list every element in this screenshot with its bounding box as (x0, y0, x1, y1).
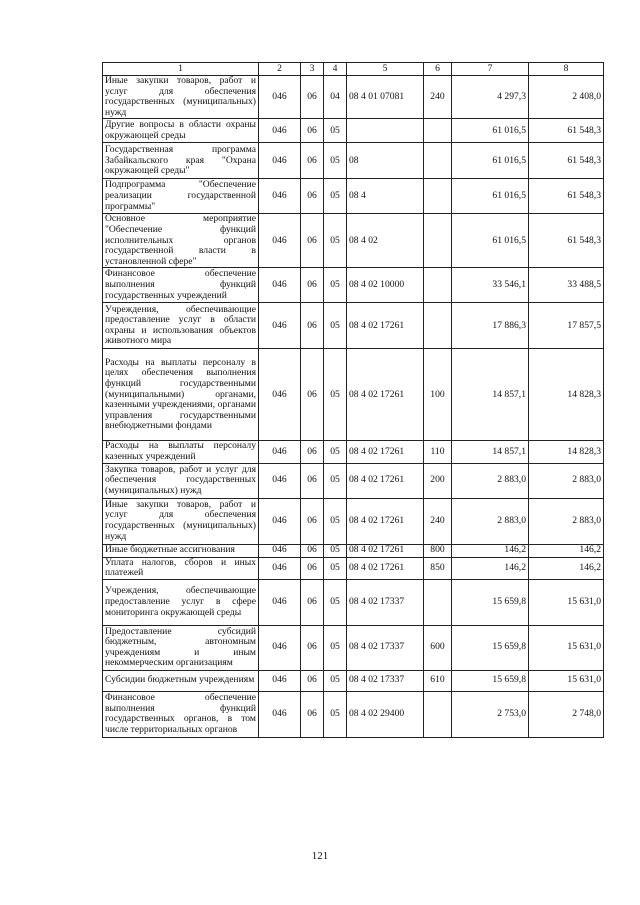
cell-expense-type: 610 (424, 670, 452, 691)
cell-subsection: 05 (324, 303, 347, 349)
cell-subsection: 05 (324, 214, 347, 268)
cell-ministry: 046 (259, 349, 301, 441)
cell-ministry: 046 (259, 214, 301, 268)
cell-amount-year1: 17 886,3 (452, 303, 529, 349)
table-row (103, 119, 604, 143)
table-row (103, 214, 604, 268)
row-name: Расходы на выплаты персоналу в целях обеспечения выполнения функций государственными (муниципальными) органами, казенными учреждениями, органами управления государственными внебюджетными фондами (103, 349, 259, 441)
cell-subsection: 05 (324, 179, 347, 214)
table-row (103, 463, 604, 498)
cell-subsection: 05 (324, 268, 347, 303)
table-row (103, 441, 604, 463)
cell-expense-type (424, 143, 452, 179)
cell-expense-type (424, 579, 452, 625)
table-row (103, 268, 604, 303)
cell-amount-year1: 146,2 (452, 544, 529, 557)
cell-subsection: 05 (324, 557, 347, 579)
cell-target-item: 08 4 02 17261 (347, 463, 424, 498)
cell-target-item: 08 4 02 17337 (347, 625, 424, 670)
cell-section: 06 (301, 214, 324, 268)
cell-ministry: 046 (259, 625, 301, 670)
cell-ministry: 046 (259, 179, 301, 214)
cell-ministry: 046 (259, 670, 301, 691)
cell-section: 06 (301, 143, 324, 179)
cell-amount-year1: 15 659,8 (452, 670, 529, 691)
cell-section: 06 (301, 76, 324, 119)
header-cell-2: 2 (259, 63, 301, 76)
table-row (103, 76, 604, 119)
cell-amount-year2: 15 631,0 (529, 625, 604, 670)
cell-amount-year1: 61 016,5 (452, 214, 529, 268)
cell-amount-year2: 2 883,0 (529, 463, 604, 498)
row-name: Финансовое обеспечение выполнения функций государственных учреждений (103, 268, 259, 303)
cell-ministry: 046 (259, 441, 301, 463)
cell-section: 06 (301, 268, 324, 303)
cell-ministry: 046 (259, 463, 301, 498)
cell-ministry: 046 (259, 691, 301, 737)
row-name: Другие вопросы в области охраны окружающей среды (103, 119, 259, 143)
cell-section: 06 (301, 179, 324, 214)
header-cell-1: 1 (103, 63, 259, 76)
cell-target-item: 08 4 02 17261 (347, 441, 424, 463)
cell-expense-type (424, 119, 452, 143)
cell-subsection: 05 (324, 691, 347, 737)
row-name: Учреждения, обеспечивающие предоставление услуг в сфере мониторинга окружающей среды (103, 579, 259, 625)
row-name: Предоставление субсидий бюджетным, автономным учреждениям и иным некоммерческим организациям (103, 625, 259, 670)
cell-amount-year1: 61 016,5 (452, 143, 529, 179)
table-row (103, 349, 604, 441)
cell-expense-type: 100 (424, 349, 452, 441)
cell-amount-year2: 14 828,3 (529, 349, 604, 441)
cell-expense-type: 850 (424, 557, 452, 579)
cell-amount-year2: 61 548,3 (529, 119, 604, 143)
cell-amount-year1: 2 883,0 (452, 463, 529, 498)
cell-amount-year1: 15 659,8 (452, 579, 529, 625)
row-name: Субсидии бюджетным учреждениям (103, 670, 259, 691)
cell-section: 06 (301, 625, 324, 670)
budget-table (102, 62, 604, 738)
cell-amount-year1: 15 659,8 (452, 625, 529, 670)
cell-amount-year2: 146,2 (529, 557, 604, 579)
cell-target-item: 08 4 02 17261 (347, 349, 424, 441)
cell-expense-type: 240 (424, 76, 452, 119)
cell-expense-type: 110 (424, 441, 452, 463)
cell-amount-year1: 61 016,5 (452, 119, 529, 143)
row-name: Подпрограмма "Обеспечение реализации государственной программы" (103, 179, 259, 214)
cell-amount-year2: 15 631,0 (529, 579, 604, 625)
header-cell-3: 3 (301, 63, 324, 76)
cell-ministry: 046 (259, 579, 301, 625)
table-row (103, 143, 604, 179)
cell-subsection: 05 (324, 670, 347, 691)
cell-target-item: 08 4 (347, 179, 424, 214)
cell-section: 06 (301, 557, 324, 579)
cell-subsection: 05 (324, 498, 347, 544)
table-row (103, 557, 604, 579)
cell-section: 06 (301, 349, 324, 441)
cell-amount-year2: 2 408,0 (529, 76, 604, 119)
table-row (103, 670, 604, 691)
table-row (103, 498, 604, 544)
cell-amount-year2: 2 883,0 (529, 498, 604, 544)
cell-section: 06 (301, 670, 324, 691)
table-row (103, 544, 604, 557)
cell-section: 06 (301, 441, 324, 463)
cell-expense-type: 240 (424, 498, 452, 544)
header-cell-7: 7 (452, 63, 529, 76)
cell-subsection: 05 (324, 463, 347, 498)
header-cell-8: 8 (529, 63, 604, 76)
table-row (103, 625, 604, 670)
cell-target-item: 08 (347, 143, 424, 179)
cell-expense-type: 200 (424, 463, 452, 498)
cell-amount-year2: 2 748,0 (529, 691, 604, 737)
cell-section: 06 (301, 579, 324, 625)
cell-target-item: 08 4 02 17261 (347, 303, 424, 349)
cell-ministry: 046 (259, 76, 301, 119)
cell-section: 06 (301, 691, 324, 737)
row-name: Государственная программа Забайкальского края "Охрана окружающей среды" (103, 143, 259, 179)
cell-expense-type: 800 (424, 544, 452, 557)
cell-ministry: 046 (259, 268, 301, 303)
cell-expense-type (424, 214, 452, 268)
cell-amount-year1: 2 753,0 (452, 691, 529, 737)
row-name: Финансовое обеспечение выполнения функций государственных органов, в том числе территориальных органов (103, 691, 259, 737)
cell-amount-year1: 146,2 (452, 557, 529, 579)
row-name: Иные закупки товаров, работ и услуг для обеспечения государственных (муниципальных) нужд (103, 76, 259, 119)
cell-amount-year2: 14 828,3 (529, 441, 604, 463)
cell-amount-year1: 14 857,1 (452, 441, 529, 463)
cell-amount-year1: 61 016,5 (452, 179, 529, 214)
cell-amount-year1: 2 883,0 (452, 498, 529, 544)
cell-amount-year2: 33 488,5 (529, 268, 604, 303)
cell-target-item: 08 4 02 (347, 214, 424, 268)
header-cell-4: 4 (324, 63, 347, 76)
cell-expense-type (424, 303, 452, 349)
cell-target-item: 08 4 02 17261 (347, 498, 424, 544)
cell-section: 06 (301, 119, 324, 143)
cell-subsection: 04 (324, 76, 347, 119)
row-name: Закупка товаров, работ и услуг для обеспечения государственных (муниципальных) нужд (103, 463, 259, 498)
cell-amount-year2: 61 548,3 (529, 214, 604, 268)
cell-amount-year2: 15 631,0 (529, 670, 604, 691)
row-name: Иные закупки товаров, работ и услуг для обеспечения государственных (муниципальных) нужд (103, 498, 259, 544)
cell-subsection: 05 (324, 119, 347, 143)
header-row (103, 63, 604, 76)
page-number: 121 (311, 850, 329, 862)
table-row (103, 579, 604, 625)
cell-ministry: 046 (259, 143, 301, 179)
cell-ministry: 046 (259, 119, 301, 143)
cell-subsection: 05 (324, 441, 347, 463)
row-name: Уплата налогов, сборов и иных платежей (103, 557, 259, 579)
cell-expense-type: 600 (424, 625, 452, 670)
cell-subsection: 05 (324, 349, 347, 441)
cell-target-item: 08 4 02 17261 (347, 544, 424, 557)
header-cell-5: 5 (347, 63, 424, 76)
cell-amount-year2: 17 857,5 (529, 303, 604, 349)
cell-subsection: 05 (324, 143, 347, 179)
table-row (103, 179, 604, 214)
cell-amount-year2: 61 548,3 (529, 179, 604, 214)
row-name: Иные бюджетные ассигнования (103, 544, 259, 557)
cell-expense-type (424, 268, 452, 303)
row-name: Основное мероприятие "Обеспечение функций исполнительных органов государственной власти в установленной сфере" (103, 214, 259, 268)
cell-amount-year1: 14 857,1 (452, 349, 529, 441)
cell-target-item: 08 4 02 17261 (347, 557, 424, 579)
table-row (103, 303, 604, 349)
cell-target-item (347, 119, 424, 143)
cell-target-item: 08 4 02 17337 (347, 579, 424, 625)
cell-amount-year2: 146,2 (529, 544, 604, 557)
cell-target-item: 08 4 02 10000 (347, 268, 424, 303)
cell-amount-year2: 61 548,3 (529, 143, 604, 179)
cell-target-item: 08 4 01 07081 (347, 76, 424, 119)
cell-subsection: 05 (324, 544, 347, 557)
cell-ministry: 046 (259, 544, 301, 557)
cell-ministry: 046 (259, 303, 301, 349)
cell-section: 06 (301, 303, 324, 349)
row-name: Учреждения, обеспечивающие предоставление услуг в области охраны и использования объектов животного мира (103, 303, 259, 349)
cell-subsection: 05 (324, 579, 347, 625)
cell-subsection: 05 (324, 625, 347, 670)
cell-amount-year1: 4 297,3 (452, 76, 529, 119)
cell-expense-type (424, 691, 452, 737)
cell-section: 06 (301, 544, 324, 557)
cell-target-item: 08 4 02 17337 (347, 670, 424, 691)
cell-section: 06 (301, 498, 324, 544)
cell-section: 06 (301, 463, 324, 498)
cell-target-item: 08 4 02 29400 (347, 691, 424, 737)
cell-amount-year1: 33 546,1 (452, 268, 529, 303)
cell-expense-type (424, 179, 452, 214)
row-name: Расходы на выплаты персоналу казенных учреждений (103, 441, 259, 463)
table-row (103, 691, 604, 737)
cell-ministry: 046 (259, 557, 301, 579)
cell-ministry: 046 (259, 498, 301, 544)
header-cell-6: 6 (424, 63, 452, 76)
